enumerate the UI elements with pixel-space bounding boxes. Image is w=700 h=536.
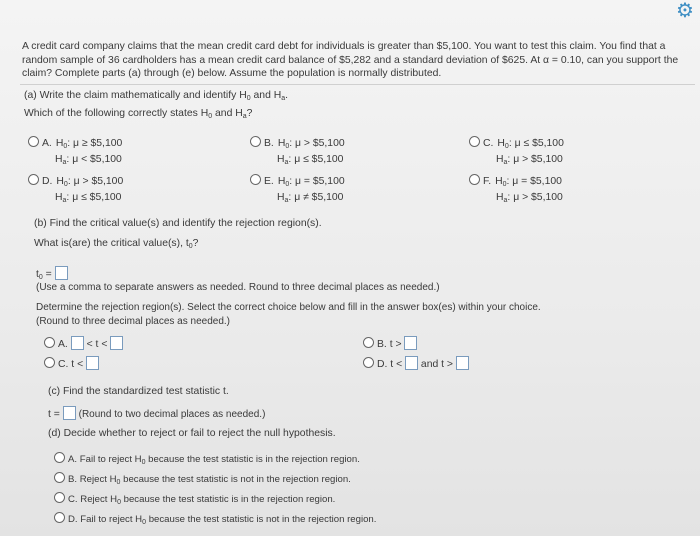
- rejection-choice-a[interactable]: A. < t <: [44, 336, 123, 350]
- gear-icon[interactable]: ⚙: [676, 0, 694, 22]
- rejection-choice-c[interactable]: C. t <: [44, 356, 99, 370]
- two-tail-lower-input[interactable]: [405, 356, 418, 370]
- t0-note: (Use a comma to separate answers as needed. Round to three decimal places as needed.): [36, 282, 440, 293]
- rejection-choice-b[interactable]: B. t >: [363, 336, 417, 350]
- radio-button[interactable]: [250, 136, 261, 147]
- t0-input[interactable]: [55, 266, 68, 280]
- t-less-input[interactable]: [86, 356, 99, 370]
- radio-button[interactable]: [469, 136, 480, 147]
- t-stat-row: t = (Round to two decimal places as needed.): [48, 406, 265, 420]
- rejection-choice-d[interactable]: D. t < and t >: [363, 356, 469, 370]
- option-d[interactable]: D. $H_0$: μ > $5,100 $H_a$: μ ≤ $5,100: [28, 174, 123, 207]
- radio-button[interactable]: [44, 357, 55, 368]
- t-stat-input[interactable]: [63, 406, 76, 420]
- part-d-heading: (d) Decide whether to reject or fail to reject the null hypothesis.: [48, 428, 336, 439]
- t0-answer-row: $t_0$ =: [36, 266, 68, 281]
- radio-button[interactable]: [363, 337, 374, 348]
- problem-statement: A credit card company claims that the mean credit card debt for individuals is greater than $5,100. You want to test this claim. You find that a random sample of 36 cardholders has a mean credit card balance of $5,282 and a standard deviation of $625. At α = 0.10, can you support the claim? Complete parts (a) through (e) below. Assume the population is normally distributed.: [22, 41, 679, 80]
- radio-button[interactable]: [469, 174, 480, 185]
- radio-button[interactable]: [250, 174, 261, 185]
- rejection-note: (Round to three decimal places as needed.): [36, 316, 231, 327]
- radio-button[interactable]: [28, 174, 39, 185]
- radio-button[interactable]: [54, 452, 65, 463]
- radio-button[interactable]: [54, 512, 65, 523]
- upper-bound-input[interactable]: [110, 336, 123, 350]
- lower-bound-input[interactable]: [71, 336, 84, 350]
- decision-option-b[interactable]: B. Reject $H_0$ because the test statistic is not in the rejection region.: [54, 472, 351, 486]
- decision-option-a[interactable]: A. Fail to reject $H_0$ because the test statistic is in the rejection region.: [54, 452, 360, 466]
- part-b-question: What is(are) the critical value(s), $t_0$?: [34, 238, 199, 250]
- decision-option-d[interactable]: D. Fail to reject $H_0$ because the test statistic is not in the rejection region.: [54, 512, 376, 526]
- t-greater-input[interactable]: [404, 336, 417, 350]
- radio-button[interactable]: [28, 136, 39, 147]
- decision-option-c[interactable]: C. Reject $H_0$ because the test statistic is in the rejection region.: [54, 492, 335, 506]
- option-a[interactable]: A. $H_0$: μ ≥ $5,100 $H_a$: μ < $5,100: [28, 136, 122, 169]
- divider: [20, 84, 695, 85]
- radio-button[interactable]: [44, 337, 55, 348]
- option-f[interactable]: F. $H_0$: μ = $5,100 $H_a$: μ > $5,100: [469, 174, 563, 207]
- radio-button[interactable]: [54, 472, 65, 483]
- part-b-heading: (b) Find the critical value(s) and identify the rejection region(s).: [34, 218, 322, 229]
- radio-button[interactable]: [54, 492, 65, 503]
- radio-button[interactable]: [363, 357, 374, 368]
- part-a-heading: (a) Write the claim mathematically and identify $H_0$ and $H_a$.: [24, 90, 289, 102]
- two-tail-upper-input[interactable]: [456, 356, 469, 370]
- part-a-question: Which of the following correctly states $H_0$ and $H_a$?: [24, 108, 253, 120]
- part-c-heading: (c) Find the standardized test statistic t.: [48, 386, 229, 397]
- option-b[interactable]: B. $H_0$: μ > $5,100 $H_a$: μ ≤ $5,100: [250, 136, 345, 169]
- option-e[interactable]: E. $H_0$: μ = $5,100 $H_a$: μ ≠ $5,100: [250, 174, 345, 207]
- rejection-prompt: Determine the rejection region(s). Select the correct choice below and fill in the answer box(es) within your choice.: [36, 302, 541, 313]
- option-c[interactable]: C. $H_0$: μ ≤ $5,100 $H_a$: μ > $5,100: [469, 136, 564, 169]
